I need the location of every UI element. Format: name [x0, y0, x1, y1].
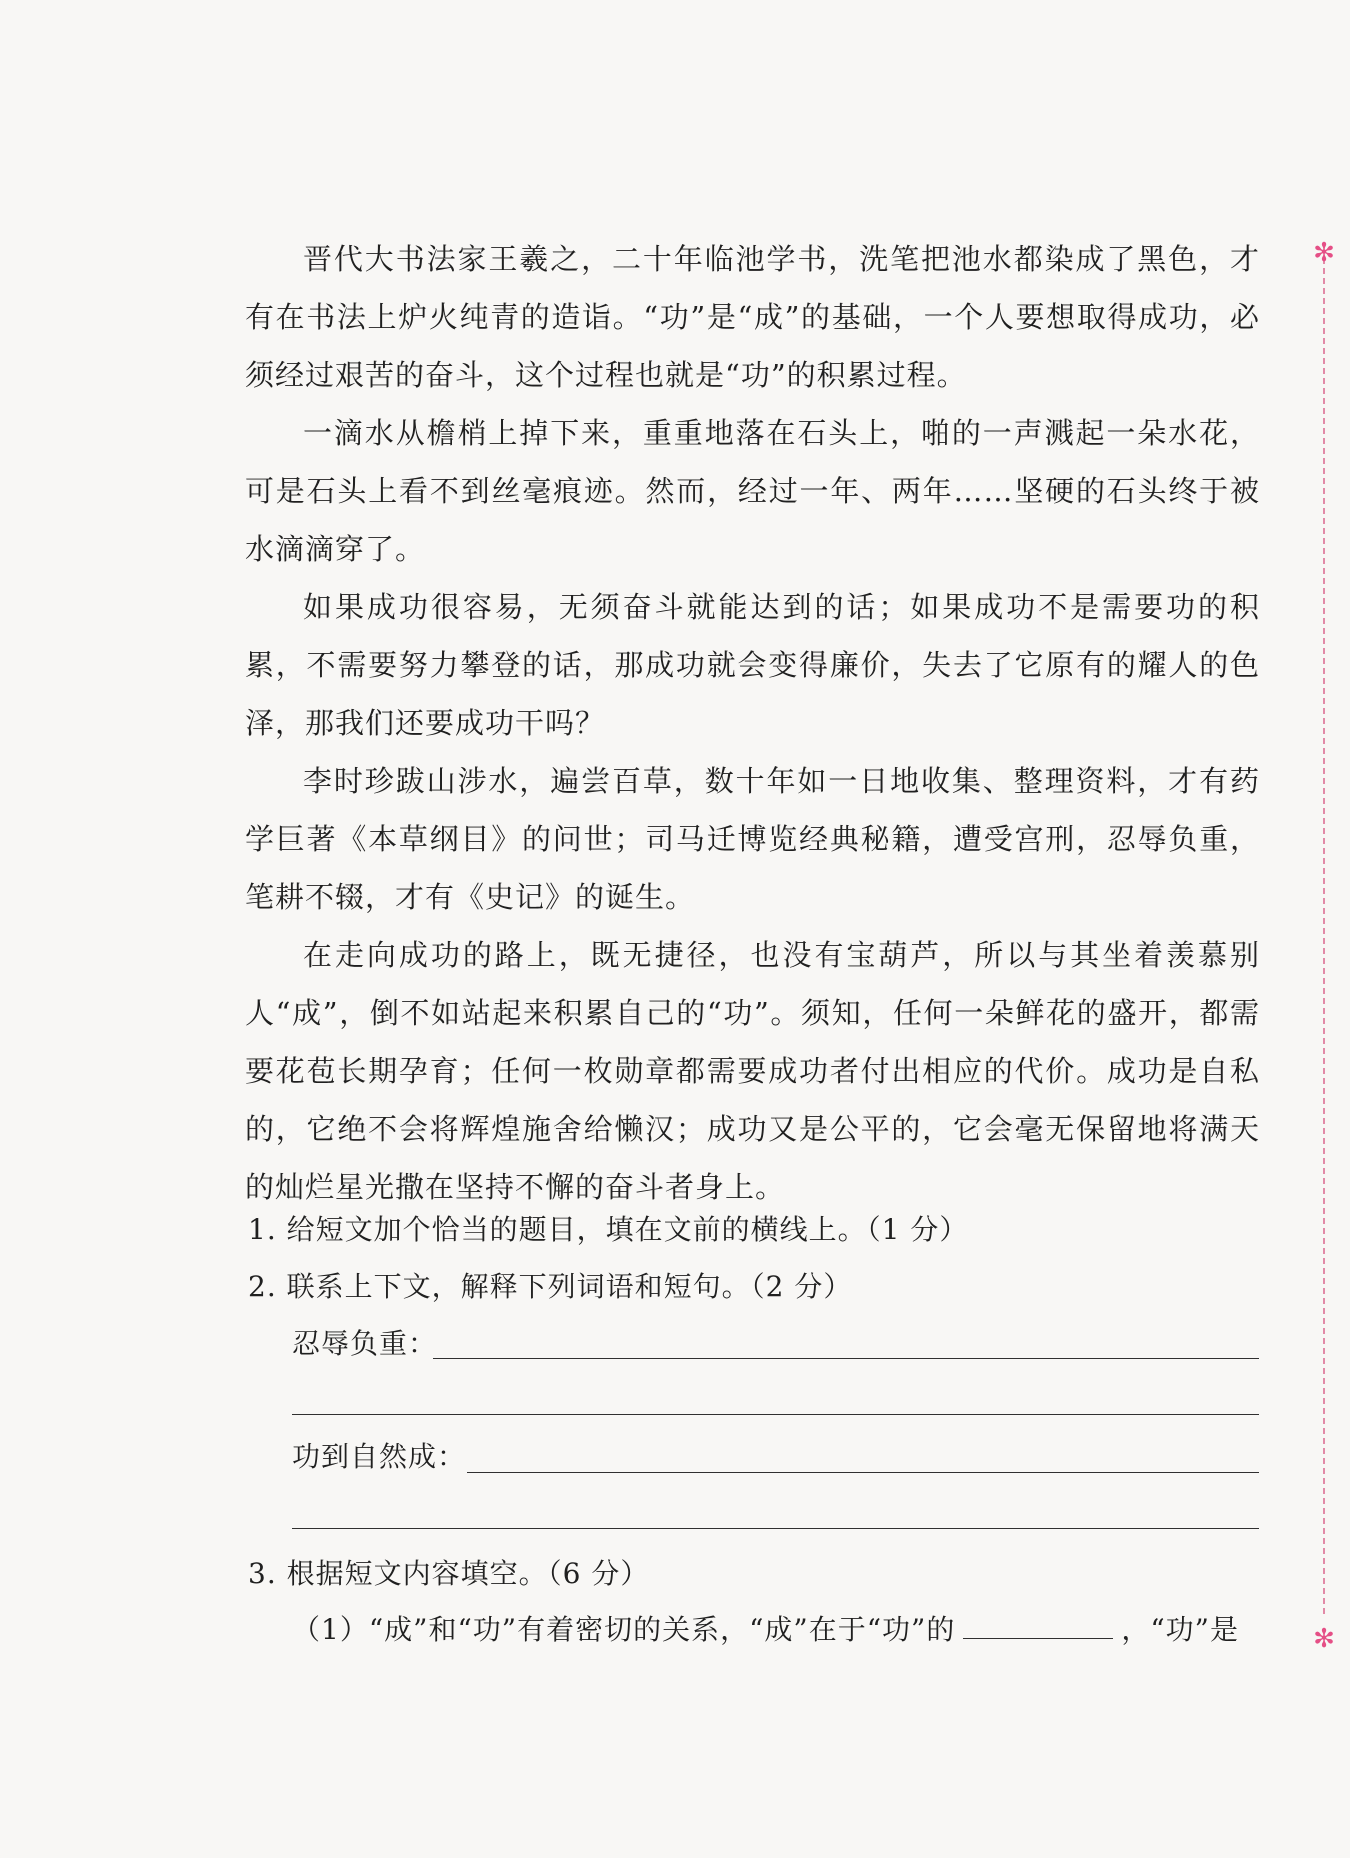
- margin-dashed-guide: [1323, 258, 1325, 1614]
- passage-paragraph-1: 晋代大书法家王羲之，二十年临池学书，洗笔把池水都染成了黑色，才有在书法上炉火纯青的造诣。“功”是“成”的基础，一个人要想取得成功，必须经过艰苦的奋斗，这个过程也就是“功”的积累过程。: [245, 242, 1260, 392]
- answer-line-1a[interactable]: [433, 1358, 1259, 1359]
- fill-blank[interactable]: [963, 1610, 1113, 1639]
- flower-icon: ✻: [1313, 1624, 1335, 1654]
- q3-sub1-text-before: （1）“成”和“功”有着密切的关系，“成”在于“功”的: [292, 1613, 956, 1646]
- term-label-1: 忍辱负重：: [292, 1327, 438, 1360]
- flower-icon: ✻: [1313, 238, 1335, 268]
- question-2: 2. 联系上下文，解释下列词语和短句。（2 分）: [248, 1270, 853, 1303]
- term-label-2: 功到自然成：: [292, 1440, 467, 1473]
- passage-paragraph-5: 在走向成功的路上，既无捷径，也没有宝葫芦，所以与其坐着羡慕别人“成”，倒不如站起来积累自己的“功”。须知，任何一朵鲜花的盛开，都需要花苞长期孕育；任何一枚勋章都需要成功者付出相应的代价。成功是自私的，它绝不会将辉煌施舍给懒汉；成功又是公平的，它会毫无保留地将满天的灿烂星光撒在坚持不懈的奋斗者身上。: [245, 938, 1260, 1204]
- answer-line-2b[interactable]: [292, 1528, 1259, 1529]
- passage-paragraph-2: 一滴水从檐梢上掉下来，重重地落在石头上，啪的一声溅起一朵水花，可是石头上看不到丝毫痕迹。然而，经过一年、两年……坚硬的石头终于被水滴滴穿了。: [245, 416, 1260, 566]
- q3-sub1-text-after: ，“功”是: [1121, 1613, 1239, 1646]
- reading-passage: [245, 230, 1260, 1216]
- answer-line-2a[interactable]: [467, 1472, 1259, 1473]
- passage-paragraph-4: 李时珍跋山涉水，遍尝百草，数十年如一日地收集、整理资料，才有药学巨著《本草纲目》的问世；司马迁博览经典秘籍，遭受宫刑，忍辱负重，笔耕不辍，才有《史记》的诞生。: [245, 764, 1260, 914]
- answer-line-1b[interactable]: [292, 1414, 1259, 1415]
- question-3-part-1: [292, 1610, 1239, 1650]
- passage-paragraph-3: 如果成功很容易，无须奋斗就能达到的话；如果成功不是需要功的积累，不需要努力攀登的话，那成功就会变得廉价，失去了它原有的耀人的色泽，那我们还要成功干吗？: [245, 590, 1260, 740]
- question-3: 3. 根据短文内容填空。（6 分）: [248, 1557, 650, 1590]
- question-1: 1. 给短文加个恰当的题目，填在文前的横线上。（1 分）: [248, 1213, 969, 1246]
